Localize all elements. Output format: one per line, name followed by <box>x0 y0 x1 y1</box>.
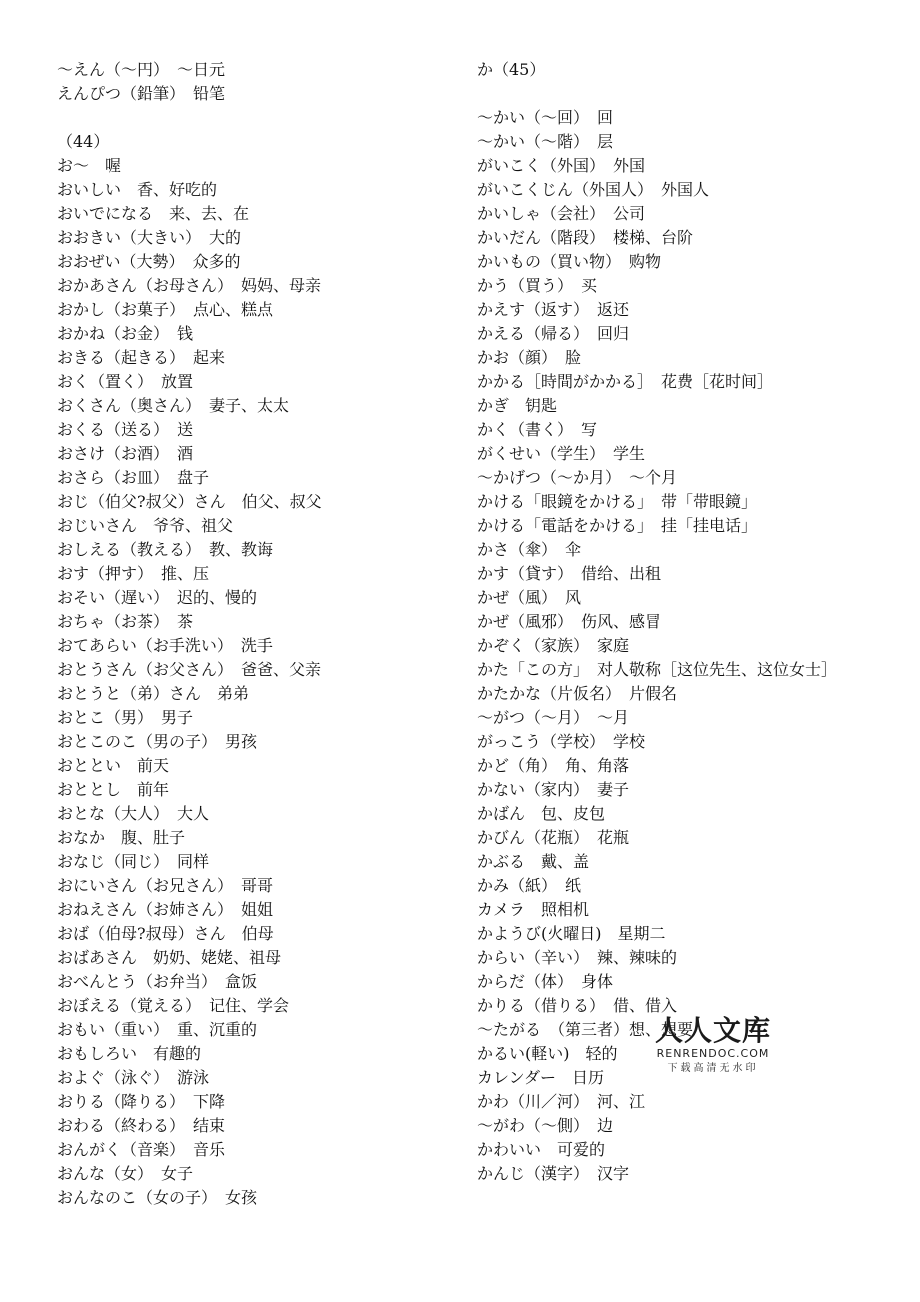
vocab-entry: おばあさん 奶奶、姥姥、祖母 <box>57 948 282 967</box>
blank-line <box>477 82 867 106</box>
vocab-entry: ～がつ（～月） ～月 <box>477 708 630 727</box>
vocab-entry: かける「電話をかける」 挂「挂电话」 <box>477 516 758 535</box>
vocab-entry: おくる（送る） 送 <box>57 420 194 439</box>
vocab-entry: がっこう（学校） 学校 <box>477 732 646 751</box>
vocab-entry: かす（貸す） 借给、出租 <box>477 564 662 583</box>
vocab-entry: かみ（紙） 纸 <box>477 876 582 895</box>
vocab-entry: ～たがる （第三者）想、想要 <box>477 1020 694 1039</box>
vocab-entry: かた「この方」 对人敬称［这位先生、这位女士］ <box>477 660 838 679</box>
vocab-entry: からだ（体） 身体 <box>477 972 614 991</box>
vocab-entry: おおきい（大きい） 大的 <box>57 228 242 247</box>
vocab-entry: おそい（遅い） 迟的、慢的 <box>57 588 258 607</box>
vocab-entry: おととい 前天 <box>57 756 170 775</box>
vocab-entry: かかる［時間がかかる］ 花费［花时间］ <box>477 372 774 391</box>
vocab-entry: おとうさん（お父さん） 爸爸、父亲 <box>57 660 322 679</box>
vocab-entry: おいしい 香、好吃的 <box>57 180 218 199</box>
vocab-entry: かわいい 可爱的 <box>477 1140 606 1159</box>
vocab-entry: ～かい（～回） 回 <box>477 108 614 127</box>
vocab-entry: おてあらい（お手洗い） 洗手 <box>57 636 273 655</box>
vocab-entry: かえる（帰る） 回归 <box>477 324 630 343</box>
vocab-entry: おば（伯母?叔母）さん 伯母 <box>57 924 274 943</box>
vocab-entry: おんがく（音楽） 音乐 <box>57 1140 226 1159</box>
vocab-entry: おなじ（同じ） 同样 <box>57 852 210 871</box>
vocab-entry: えんぴつ（鉛筆） 铅笔 <box>57 84 226 103</box>
vocab-entry: がいこくじん（外国人） 外国人 <box>477 180 710 199</box>
vocab-entry: （44） <box>57 132 110 151</box>
vocab-entry: お～ 喔 <box>57 156 122 175</box>
vocab-entry: かぜ（風） 风 <box>477 588 582 607</box>
vocab-entry: おかし（お菓子） 点心、糕点 <box>57 300 274 319</box>
vocab-entry: ～かい（～階） 层 <box>477 132 614 151</box>
vocab-entry: おいでになる 来、去、在 <box>57 204 250 223</box>
vocab-entry: おす（押す） 推、压 <box>57 564 210 583</box>
vocab-entry: おもい（重い） 重、沉重的 <box>57 1020 258 1039</box>
vocab-entry: かんじ（漢字） 汉字 <box>477 1164 630 1183</box>
vocab-entry: ～かげつ（～か月） ～个月 <box>477 468 678 487</box>
vocab-entry: おさら（お皿） 盘子 <box>57 468 210 487</box>
vocab-entry: おさけ（お酒） 酒 <box>57 444 194 463</box>
vocab-entry: かえす（返す） 返还 <box>477 300 630 319</box>
vocab-entry: カレンダー 日历 <box>477 1068 604 1087</box>
vocab-entry: おくさん（奥さん） 妻子、太太 <box>57 396 290 415</box>
vocab-entry: かぞく（家族） 家庭 <box>477 636 630 655</box>
blank-line <box>57 106 457 130</box>
watermark-title: 人人文库 <box>654 1014 771 1047</box>
vocab-entry: おしえる（教える） 教、教诲 <box>57 540 274 559</box>
vocab-entry: かお（顔） 脸 <box>477 348 582 367</box>
vocab-entry: かりる（借りる） 借、借入 <box>477 996 678 1015</box>
vocab-entry: からい（辛い） 辣、辣味的 <box>477 948 678 967</box>
vocab-entry: かびん（花瓶） 花瓶 <box>477 828 630 847</box>
vocab-entry: およぐ（泳ぐ） 游泳 <box>57 1068 210 1087</box>
vocab-entry: おとうと（弟）さん 弟弟 <box>57 684 250 703</box>
vocab-entry: おねえさん（お姉さん） 姐姐 <box>57 900 274 919</box>
vocab-entry: おじ（伯父?叔父）さん 伯父、叔父 <box>57 492 322 511</box>
vocab-entry: がくせい（学生） 学生 <box>477 444 646 463</box>
vocab-entry: おきる（起きる） 起来 <box>57 348 226 367</box>
vocab-entry: おじいさん 爷爷、祖父 <box>57 516 234 535</box>
vocab-entry: かない（家内） 妻子 <box>477 780 630 799</box>
vocab-entry: おんなのこ（女の子） 女孩 <box>57 1188 258 1207</box>
vocab-entry: かく（書く） 写 <box>477 420 598 439</box>
vocab-entry: かぎ 钥匙 <box>477 396 558 415</box>
vocab-entry: かたかな（片仮名） 片假名 <box>477 684 678 703</box>
vocab-entry: おわる（終わる） 结束 <box>57 1116 226 1135</box>
watermark-url: RENRENDOC.COM <box>656 1047 770 1060</box>
vocab-entry: おりる（降りる） 下降 <box>57 1092 226 1111</box>
watermark-logo <box>648 1014 778 1080</box>
vocab-entry: おく（置く） 放置 <box>57 372 194 391</box>
vocab-entry: おにいさん（お兄さん） 哥哥 <box>57 876 274 895</box>
vocab-entry: かぶる 戴、盖 <box>477 852 590 871</box>
vocab-entry: おとこ（男） 男子 <box>57 708 194 727</box>
vocab-entry: かける「眼鏡をかける」 带「带眼鏡」 <box>477 492 758 511</box>
vocab-entry: おべんとう（お弁当） 盒饭 <box>57 972 258 991</box>
vocab-entry: かぜ（風邪） 伤风、感冒 <box>477 612 662 631</box>
vocab-entry: かようび(火曜日) 星期二 <box>477 924 666 943</box>
vocab-entry: かいもの（買い物） 购物 <box>477 252 662 271</box>
vocab-entry: おとな（大人） 大人 <box>57 804 210 823</box>
vocab-entry: おおぜい（大勢） 众多的 <box>57 252 241 271</box>
vocab-entry: カメラ 照相机 <box>477 900 590 919</box>
vocab-entry: おかあさん（お母さん） 妈妈、母亲 <box>57 276 322 295</box>
vocab-entry: かさ（傘） 伞 <box>477 540 582 559</box>
vocab-entry: かいしゃ（会社） 公司 <box>477 204 646 223</box>
vocab-entry: おかね（お金） 钱 <box>57 324 194 343</box>
vocab-entry: かう（買う） 买 <box>477 276 598 295</box>
vocab-entry: おなか 腹、肚子 <box>57 828 186 847</box>
vocab-entry: おとこのこ（男の子） 男孩 <box>57 732 258 751</box>
vocab-entry: おもしろい 有趣的 <box>57 1044 202 1063</box>
vocab-entry: かるい(軽い) 轻的 <box>477 1044 618 1063</box>
vocab-entry: おととし 前年 <box>57 780 170 799</box>
vocab-entry: ～えん（～円） ～日元 <box>57 60 226 79</box>
vocab-entry: かいだん（階段） 楼梯、台阶 <box>477 228 694 247</box>
left-column <box>57 58 457 1210</box>
vocab-entry: おぼえる（覚える） 记住、学会 <box>57 996 290 1015</box>
watermark-subtitle: 下载高清无水印 <box>667 1063 759 1074</box>
vocab-entry: おんな（女） 女子 <box>57 1164 194 1183</box>
vocab-entry: ～がわ（～側） 边 <box>477 1116 614 1135</box>
vocab-entry: おちゃ（お茶） 茶 <box>57 612 194 631</box>
vocab-entry: か（45） <box>477 60 546 79</box>
vocab-entry: がいこく（外国） 外国 <box>477 156 646 175</box>
vocab-entry: かわ（川／河） 河、江 <box>477 1092 646 1111</box>
vocab-entry: かばん 包、皮包 <box>477 804 606 823</box>
vocab-entry: かど（角） 角、角落 <box>477 756 630 775</box>
